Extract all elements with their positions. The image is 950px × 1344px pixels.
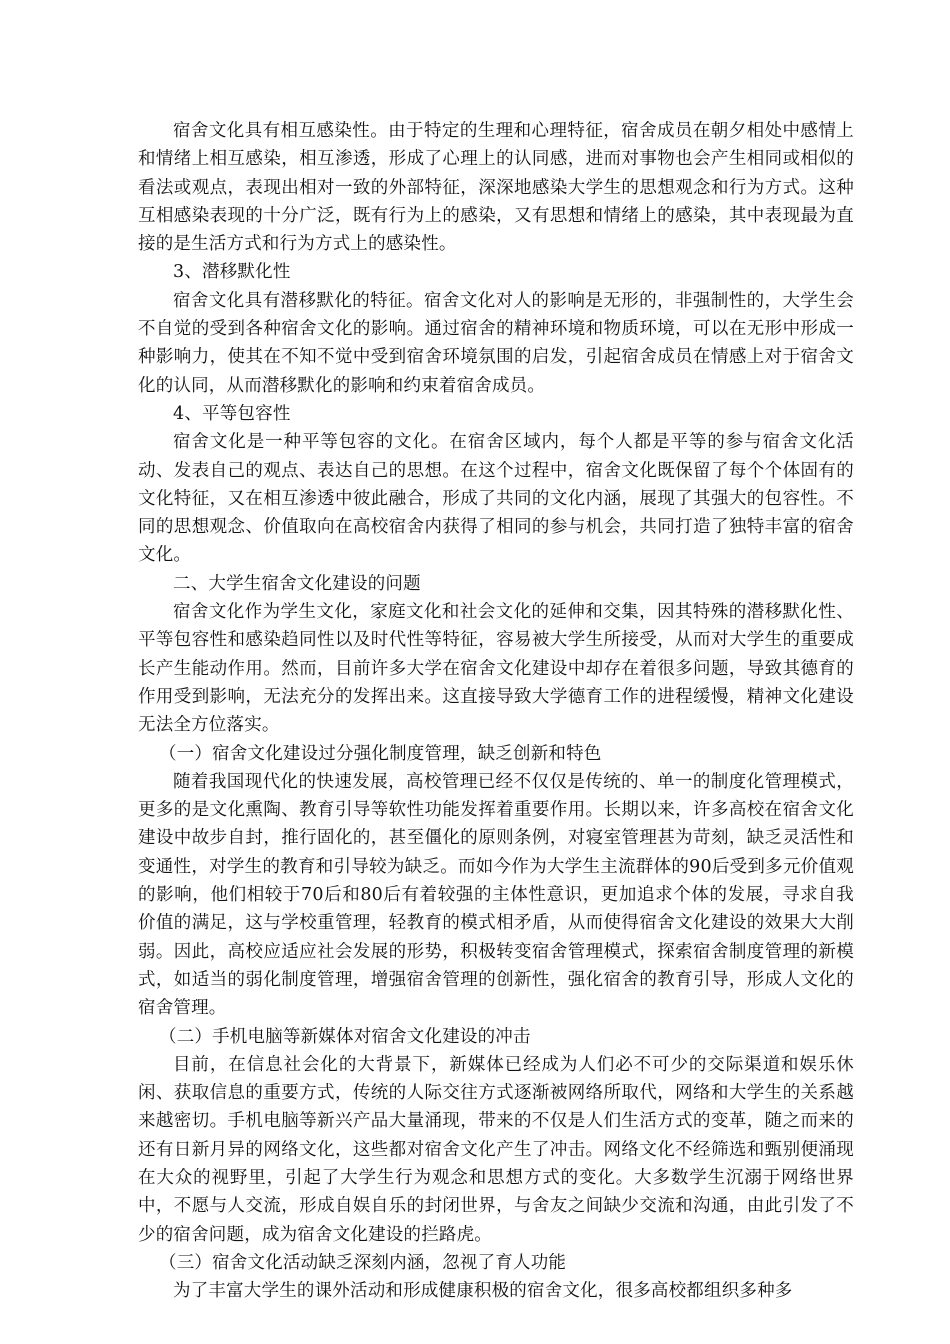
paragraph-subtle-influence: 宿舍文化具有潜移默化的特征。宿舍文化对人的影响是无形的，非强制性的，大学生会不自觉的受到各种宿舍文化的影响。通过宿舍的精神环境和物质环境，可以在无形中形成一种影响力，使其在不知不觉中受到宿舍环境氛围的启发，引起宿舍成员在情感上对于宿舍文化的认同，从而潜移默化的影响和约束着宿舍成员。: [138, 290, 854, 396]
section-heading-problems: 二、大学生宿舍文化建设的问题: [173, 573, 421, 594]
subheading-new-media: （二）手机电脑等新媒体对宿舍文化建设的冲击: [159, 1026, 531, 1047]
paragraph-equality-inclusion: 宿舍文化是一种平等包容的文化。在宿舍区域内，每个人都是平等的参与宿舍文化活动、发表自己的观点、表达自己的思想。在这个过程中，宿舍文化既保留了每个个体固有的文化特征，又在相互渗透中彼此融合，形成了共同的文化内涵，展现了其强大的包容性。不同的思想观念、价值取向在高校宿舍内获得了相同的参与机会，共同打造了独特丰富的宿舍文化。: [138, 432, 854, 566]
paragraph-activities-lack-depth: 为了丰富大学生的课外活动和形成健康积极的宿舍文化，很多高校都组织多种多: [173, 1281, 793, 1302]
paragraph-new-media: 目前，在信息社会化的大背景下，新媒体已经成为人们必不可少的交际渠道和娱乐休闲、获取信息的重要方式，传统的人际交往方式逐渐被网络所取代，网络和大学生的关系越来越密切。手机电脑等新兴产品大量涌现，带来的不仅是人们生活方式的变革，随之而来的还有日新月异的网络文化，这些都对宿舍文化产生了冲击。网络文化不经筛选和甄别便涌现在大众的视野里，引起了大学生行为观念和思想方式的变化。大多数学生沉溺于网络世界中，不愿与人交流，形成自娱自乐的封闭世界，与舍友之间缺少交流和沟通，由此引发了不少的宿舍问题，成为宿舍文化建设的拦路虎。: [138, 1054, 854, 1245]
paragraph-mutual-influence: 宿舍文化具有相互感染性。由于特定的生理和心理特征，宿舍成员在朝夕相处中感情上和情绪上相互感染，相互渗透，形成了心理上的认同感，进而对事物也会产生相同或相似的看法或观点，表现出相对一致的外部特征，深深地感染大学生的思想观念和行为方式。这种互相感染表现的十分广泛，既有行为上的感染，又有思想和情绪上的感染，其中表现最为直接的是生活方式和行为方式上的感染性。: [138, 121, 854, 255]
subheading-institutional-management: （一）宿舍文化建设过分强化制度管理，缺乏创新和特色: [159, 743, 602, 764]
document-body: [138, 117, 854, 1305]
section-heading-subtle-influence: 3、潜移默化性: [173, 262, 291, 283]
section-heading-equality-inclusion: 4、平等包容性: [173, 403, 291, 424]
paragraph-problems-intro: 宿舍文化作为学生文化，家庭文化和社会文化的延伸和交集，因其特殊的潜移默化性、平等包容性和感染趋同性以及时代性等特征，容易被大学生所接受，从而对大学生的重要成长产生能动作用。然而，目前许多大学在宿舍文化建设中却存在着很多问题，导致其德育的作用受到影响，无法充分的发挥出来。这直接导致大学德育工作的进程缓慢，精神文化建设无法全方位落实。: [138, 602, 854, 736]
subheading-activities-lack-depth: （三）宿舍文化活动缺乏深刻内涵，忽视了育人功能: [159, 1252, 567, 1273]
paragraph-institutional-management: 随着我国现代化的快速发展，高校管理已经不仅仅是传统的、单一的制度化管理模式，更多的是文化熏陶、教育引导等软性功能发挥着重要作用。长期以来，许多高校在宿舍文化建设中故步自封，推行固化的，甚至僵化的原则条例，对寝室管理甚为苛刻，缺乏灵活性和变通性，对学生的教育和引导较为缺乏。而如今作为大学生主流群体的90后受到多元价值观的影响，他们相较于70后和80后有着较强的主体性意识，更加追求个体的发展，寻求自我价值的满足，这与学校重管理，轻教育的模式相矛盾，从而使得宿舍文化建设的效果大大削弱。因此，高校应适应社会发展的形势，积极转变宿舍管理模式，探索宿舍制度管理的新模式，如适当的弱化制度管理，增强宿舍管理的创新性，强化宿舍的教育引导，形成人文化的宿舍管理。: [138, 771, 854, 1019]
